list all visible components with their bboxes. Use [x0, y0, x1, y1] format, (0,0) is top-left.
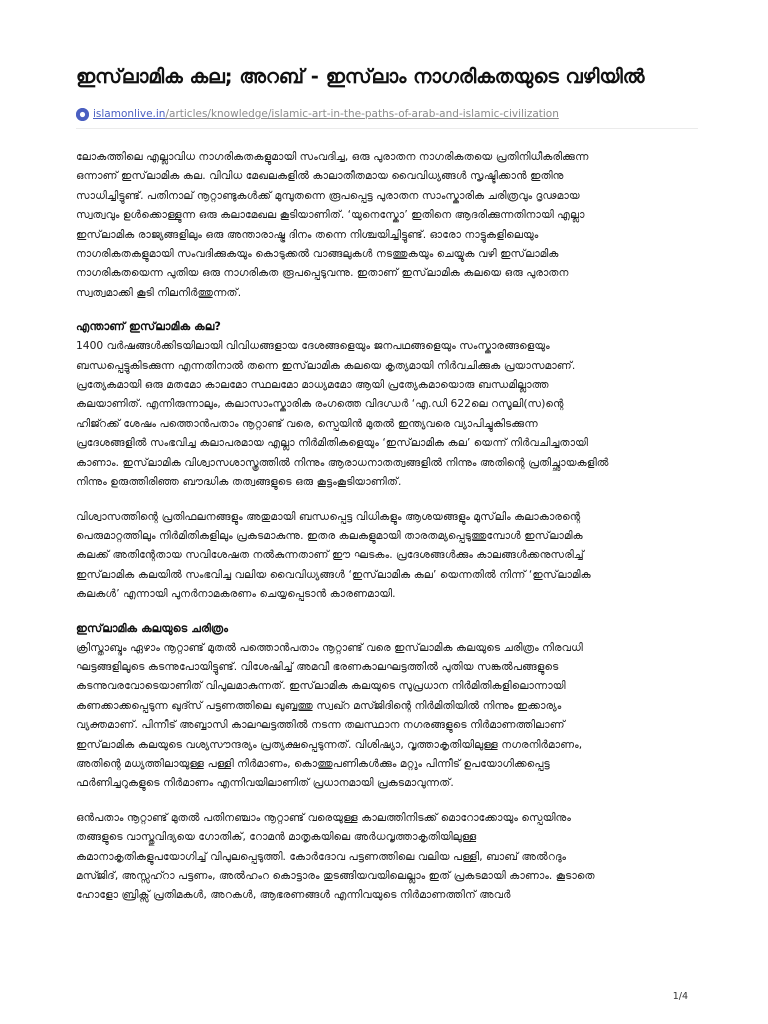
page-number: 1/4: [672, 991, 688, 1002]
text-line: ഒൻപതാം നൂറ്റാണ്ട് മുതൽ പതിനഞ്ചാം നൂറ്റാണ്ട് വരെയുള്ള കാലത്തിനിടക്ക് മൊറോക്കോയും സ്പെയിനും: [76, 810, 571, 824]
text-line: നാഗരികതകളുമായി സംവദിക്കുകയും കൊടുക്കൽ വാങ്ങലുകൾ നടത്തുകയും ചെയ്യുക വഴി ഇസ്‌ലാമിക: [76, 247, 559, 261]
text-line: സാധിച്ചിട്ടുണ്ട്. പതിനാല് നൂറ്റാണ്ടുകൾക്ക് മുമ്പുതന്നെ രൂപപ്പെട്ട പുരാതന സാംസ്കാരിക ചരിത്രവും ദൃഢമായ: [76, 188, 580, 202]
section-heading: ഇസ്‌ലാമിക കലയുടെ ചരിത്രം: [76, 621, 229, 635]
source-path[interactable]: /articles/knowledge/islamic-art-in-the-paths-of-arab-and-islamic-civilization: [165, 108, 559, 120]
text-line: ക്രിസ്താബ്ദം ഏഴാം നൂറ്റാണ്ട് മുതൽ പത്തൊൻപതാം നൂറ്റാണ്ട് വരെ ഇസ്‌ലാമിക കലയുടെ ചരിത്രം നിരവധി: [76, 640, 583, 654]
text-line: പ്രദേശങ്ങളിൽ സംഭവിച്ച കലാപരമായ എല്ലാ നിർമിതികളെയും ‘ഇസ്‌ലാമിക കല’ യെന്ന് നിർവചിച്ചതായി: [76, 436, 588, 450]
text-line: ഇസ്‌ലാമിക രാജ്യങ്ങളിലും ഒരു അന്താരാഷ്ട്ര ദിനം തന്നെ നിശ്ചയിച്ചിട്ടുണ്ട്. ഓരോ നാട്ടുകളിലെയും: [76, 227, 539, 241]
section-paragraph: [76, 808, 698, 905]
text-line: മസ്ജിദ്, അസ്സഹ്റാ പട്ടണം, അൽഹംറ കൊട്ടാരം തുടങ്ങിയവയിലെല്ലാം ഇത് പ്രകടമായി കാണാം. കൂടാതെ: [76, 869, 595, 882]
text-line: ബന്ധപ്പെട്ടുകിടക്കുന്ന എന്നതിനാൽ തന്നെ ഇസ്‌ലാമിക കലയെ കൃത്യമായി നിർവചിക്കുക പ്രയാസമാണ്.: [76, 358, 576, 372]
text-line: പ്രത്യേകമായി ഒരു മതമോ കാലമോ സ്ഥലമോ മാധ്യമമോ ആയി പ്രത്യേകമായൊരു ബന്ധമില്ലാത്ത: [76, 378, 549, 392]
section-heading: എന്താണ് ഇസ്‌ലാമിക കല?: [76, 320, 221, 334]
source-domain[interactable]: islamonlive.in: [93, 108, 166, 120]
text-line: കലക്ക് അതിന്റേതായ സവിശേഷത നൽകുന്നതാണ് ഈ ഘടകം. പ്രദേശങ്ങൾക്കും കാലങ്ങൾക്കനുസരിച്ച്: [76, 548, 584, 562]
text-line: അതിന്റെ മധ്യത്തിലായുള്ള പള്ളി നിർമാണം, കൊത്തുപണികൾക്കും മറ്റും പിന്നീട് ഉപയോഗിക്കപ്പെട്ട: [76, 756, 550, 770]
text-line: കലകൾ’ എന്നായി പുനർനാമകരണം ചെയ്യപ്പെടാൻ കാരണമായി.: [76, 587, 396, 601]
text-line: കണക്കാക്കപ്പെടുന്ന ഖുദ്സ് പട്ടണത്തിലെ ഖുബ്ബത്തു സ്വഖ്റ മസ്ജിദിന്റെ നിർമിതിയിൽ നിന്നും ഇക്കാര്യം: [76, 698, 562, 712]
section-paragraph: [76, 507, 698, 604]
text-line: വിശ്വാസത്തിന്റെ പ്രതിഫലനങ്ങളും അതുമായി ബന്ധപ്പെട്ട വിധികളും ആശയങ്ങളും മുസ്‌ലിം കലാകാരന്റെ: [76, 509, 581, 523]
text-line: ഹോളോ ബ്രിക്സ് പ്രതിമകൾ, അറകൾ, ആഭരണങ്ങൾ എന്നിവയുടെ നിർമാണത്തിന് അവർ: [76, 888, 511, 902]
text-line: കമാനാകൃതികളുപയോഗിച്ച് വിപുലപ്പെടുത്തി. കോർദോവ പട്ടണത്തിലെ വലിയ പള്ളി, ബാബ് അൽറദും: [76, 849, 567, 863]
text-line: ഘട്ടങ്ങളിലൂടെ കടന്നുപോയിട്ടുണ്ട്. വിശേഷിച്ച് അമവീ ഭരണകാലഘട്ടത്തിൽ പുതിയ സങ്കൽപങ്ങളുടെ: [76, 659, 559, 673]
text-line: തങ്ങളുടെ വാസ്തുവിദ്യയെ ഗോതിക്, റോമൻ മാതൃകയിലെ അർധവൃത്താകൃതിയിലുള്ള: [76, 830, 477, 844]
section-paragraph: [76, 336, 698, 491]
text-line: നിന്നും ഉരുത്തിരിഞ്ഞ ബൗദ്ധിക തത്വങ്ങളുടെ ഒരു കൂട്ടംകൂടിയാണിത്.: [76, 475, 402, 489]
text-line: ഇസ്‌ലാമിക കലയിൽ സംഭവിച്ച വലിയ വൈവിധ്യങ്ങൾ ‘ഇസ്‌ലാമിക കല’ യെന്നതിൽ നിന്ന് ‘ഇസ്‌ലാമിക: [76, 567, 591, 581]
text-line: ലോകത്തിലെ എല്ലാവിധ നാഗരികതകളുമായി സംവദിച്ച, ഒരു പുരാതന നാഗരികതയെ പ്രതിനിധീകരിക്കുന്ന: [76, 150, 589, 163]
text-line: പെരുമാറ്റത്തിലും നിർമിതികളിലും പ്രകടമാകുന്നു. ഇതര കലകളുമായി താരതമ്യപ്പെടുത്തുമ്പോൾ ഇസ്‌ലാമിക: [76, 528, 583, 542]
document-page: [76, 62, 698, 920]
article-sections: [76, 317, 698, 905]
text-line: കലയാണിത്. എന്നിരുന്നാലും, കലാസാംസ്കാരിക രംഗത്തെ വിദഗ്ധർ ‘എ.ഡി 622ലെ റസൂലി(സ)ന്റെ: [76, 397, 564, 411]
text-line: സ്വത്വവും ഉൾക്കൊള്ളുന്ന ഒരു കലാമേഖല കൂടിയാണിത്. ‘യുനെസ്കോ’ ഇതിനെ ആദരിക്കുന്നതിനായി എല്ലാ: [76, 208, 585, 222]
text-line: കടന്നുവരവോടെയാണിത് വിപുലമാകുന്നത്. ഇസ്‌ലാമിക കലയുടെ സുപ്രധാന നിർമിതികളിലൊന്നായി: [76, 679, 566, 693]
text-line: വ്യക്തമാണ്. പിന്നീട് അബ്ബാസി കാലഘട്ടത്തിൽ നടന്ന തലസ്ഥാന നഗരങ്ങളുടെ നിർമാണത്തിലാണ്: [76, 718, 565, 732]
text-line: ഇസ്‌ലാമിക കലയുടെ വശ്യസൗന്ദര്യം പ്രത്യക്ഷപ്പെടുന്നത്. വിശിഷ്യാ, വൃത്താകൃതിയിലുള്ള നഗരനിർമാണം,: [76, 737, 583, 751]
site-logo-icon: [76, 108, 89, 121]
article-title: ഇസ്‌ലാമിക കല; അറബ് - ഇസ്‌ലാം നാഗരികതയുടെ വഴിയിൽ: [76, 65, 645, 88]
source-link[interactable]: [76, 106, 698, 129]
text-line: ഒന്നാണ് ഇസ്‌ലാമിക കല. വിവിധ മേഖലകളിൽ കാലാതീതമായ വൈവിധ്യങ്ങൾ സൃഷ്ടിക്കാൻ ഇതിനു: [76, 169, 564, 183]
text-line: 1400 വർഷങ്ങൾക്കിടയിലായി വിവിധങ്ങളായ ദേശങ്ങളെയും ജനപഥങ്ങളെയും സംസ്കാരങ്ങളെയും: [76, 339, 550, 353]
section-paragraph: [76, 638, 698, 793]
text-line: ഫർണിച്ചറുകളുടെ നിർമാണം എന്നിവയിലാണിത് പ്രധാനമായി പ്രകടമാവുന്നത്.: [76, 776, 454, 790]
text-line: സ്വത്വമാക്കി കൂടി നിലനിർത്തുന്നത്.: [76, 285, 242, 299]
text-line: കാണാം. ഇസ്‌ലാമിക വിശ്വാസശാസ്ത്രത്തിൽ നിന്നും ആരാധനാതത്വങ്ങളിൽ നിന്നും അതിന്റെ പ്രതിച്ഛായകളിൽ: [76, 455, 609, 469]
intro-paragraph: [76, 147, 698, 302]
text-line: ഹിജ്റക്ക് ശേഷം പത്തൊൻപതാം നൂറ്റാണ്ട് വരെ, സ്പെയിൻ മുതൽ ഇന്ത്യവരെ വ്യാപിച്ചുകിടക്കുന്ന: [76, 416, 538, 430]
text-line: നാഗരികതയെന്ന പുതിയ ഒരു നാഗരികത രൂപപ്പെടുവന്നു. ഇതാണ് ഇസ്‌ലാമിക കലയെ ഒരു പുരാതന: [76, 266, 569, 280]
